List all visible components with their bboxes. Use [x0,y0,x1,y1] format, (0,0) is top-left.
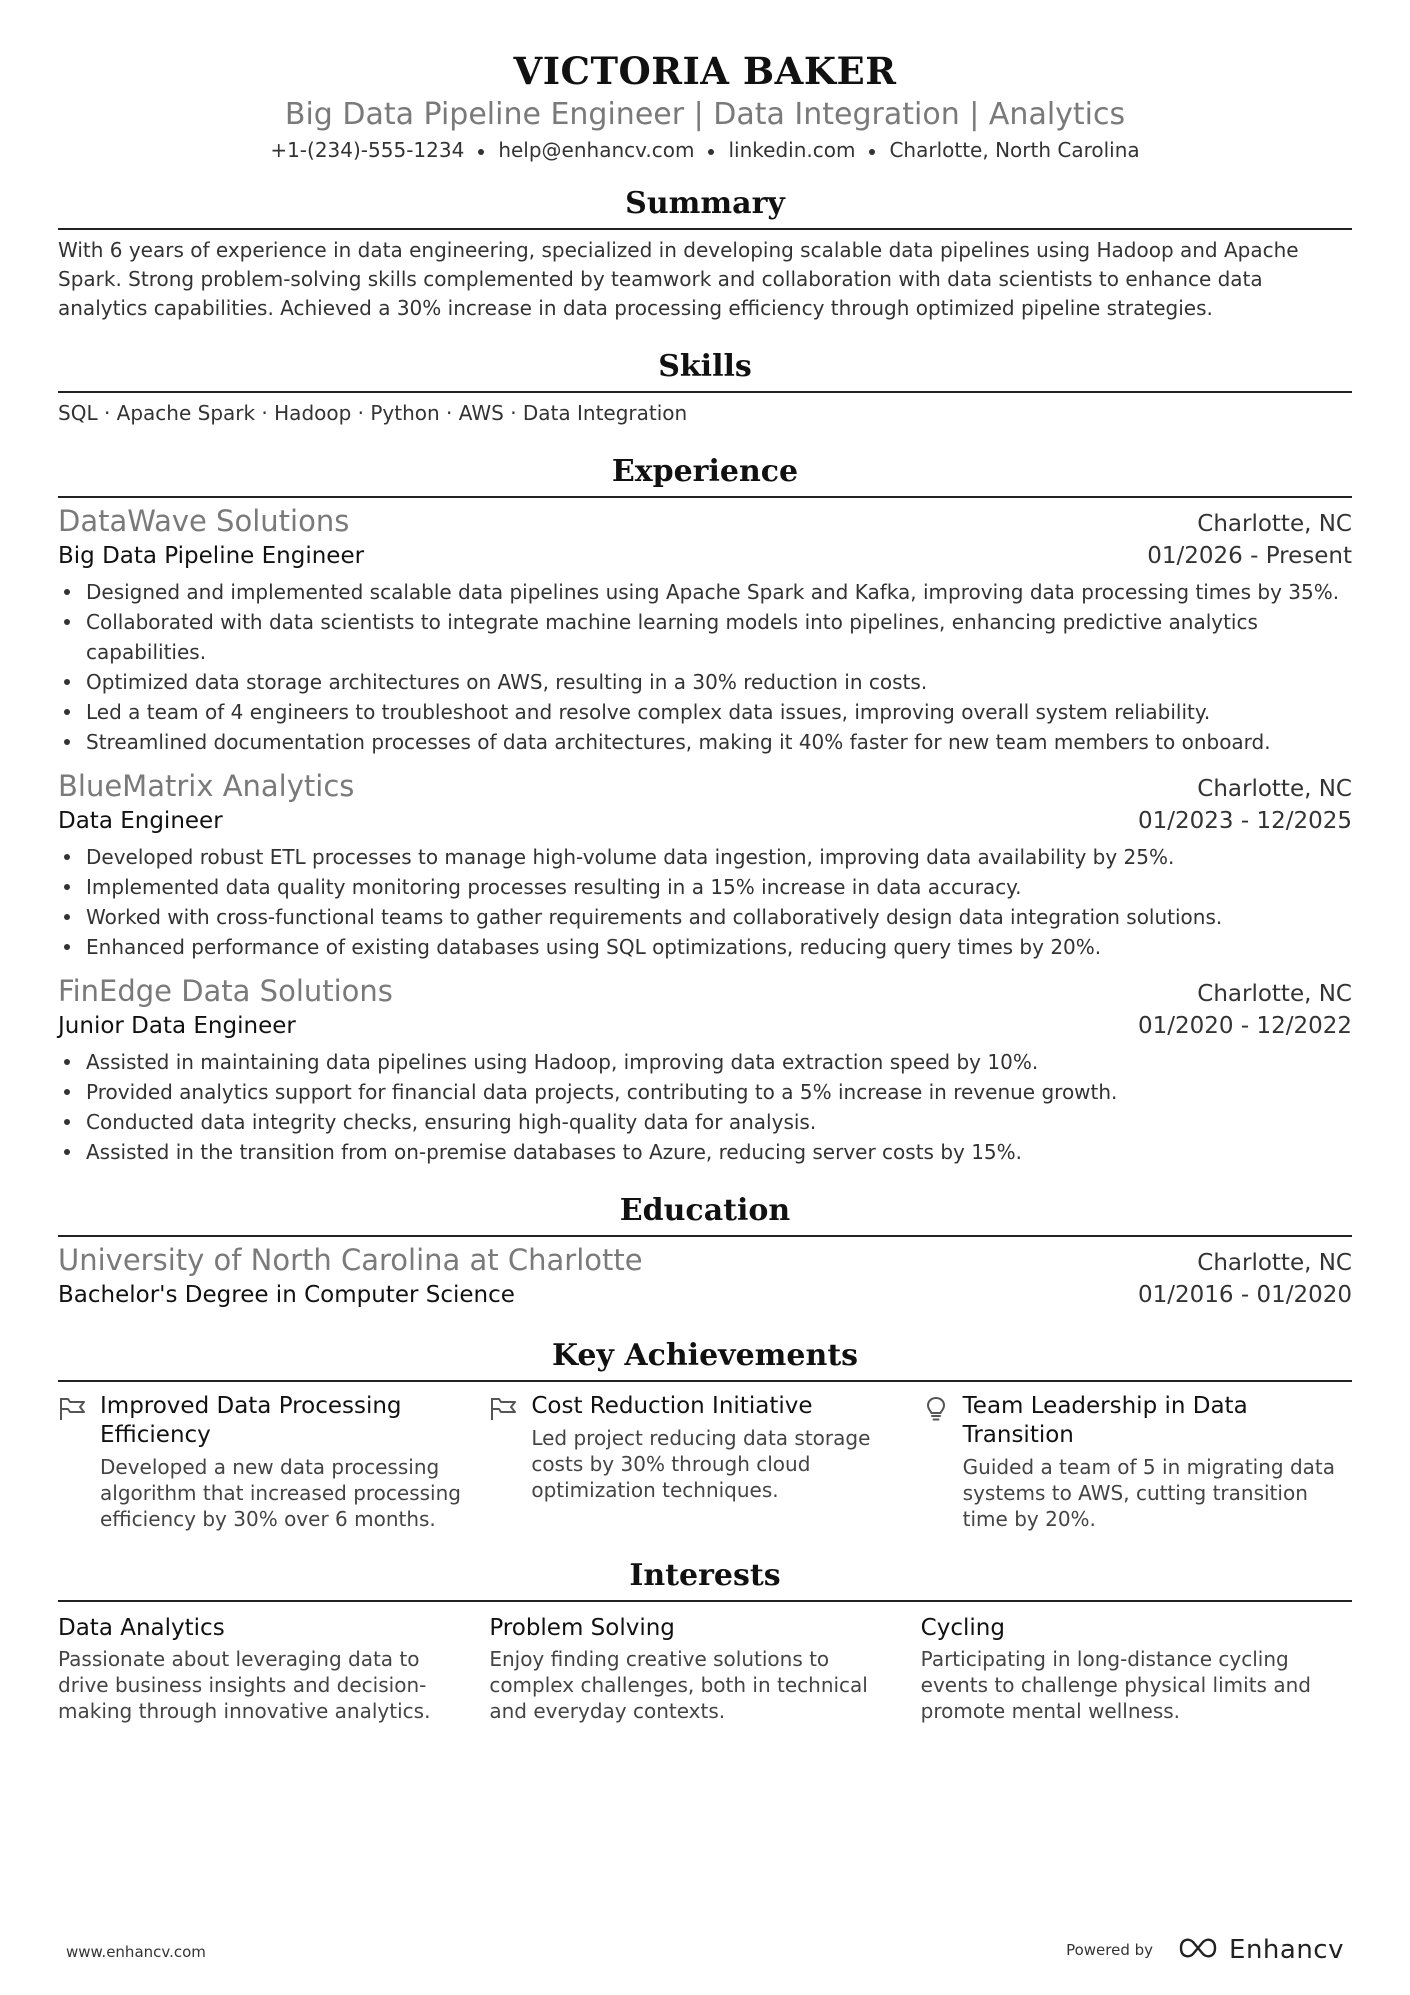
summary-text: With 6 years of experience in data engineering, specialized in developing scalable data pipelines using Hadoop and Apache Spark. Strong problem-solving skills complemented by teamwork and collaboration with data scientists to enhance data analytics capabilities. Achieved a 30% increase in data processing efficiency through optimized pipeline strategies. [58,238,1299,320]
footer-website[interactable]: www.enhancv.com [66,1943,206,1961]
phone[interactable]: +1-(234)-555-1234 [270,138,465,162]
job-company: BlueMatrix Analytics [58,769,355,803]
list-item: Conducted data integrity checks, ensuring high-quality data for analysis. [58,1107,1352,1137]
list-item: Implemented data quality monitoring processes resulting in a 15% increase in data accuracy. [58,872,1352,902]
list-item: Provided analytics support for financial data projects, contributing to a 5% increase in revenue growth. [58,1077,1352,1107]
list-item: Developed robust ETL processes to manage high-volume data ingestion, improving data availability by 25%. [58,842,1352,872]
list-item: Assisted in maintaining data pipelines using Hadoop, improving data extraction speed by 10%. [58,1047,1352,1077]
section-title-skills: Skills [58,347,1352,393]
achievement-desc: Led project reducing data storage costs by 30% through cloud optimization techniques. [531,1426,871,1502]
section-title-experience: Experience [58,452,1352,498]
job-dates: 01/2023 - 12/2025 [1137,808,1352,834]
bullet-separator [478,149,484,155]
job-entry [58,972,1352,1167]
job-bullets [58,1047,1352,1167]
interest-item [58,1612,489,1724]
list-item: Streamlined documentation processes of data architectures, making it 40% faster for new team members to onboard. [58,727,1352,757]
experience-section [58,452,1352,1167]
list-item: Designed and implemented scalable data pipelines using Apache Spark and Kafka, improving data processing times by 35%. [58,577,1352,607]
achievement-item [58,1392,489,1532]
achievement-item [489,1392,920,1532]
bullet-separator [708,149,714,155]
job-location: Charlotte, NC [1197,981,1352,1007]
section-title-education: Education [58,1191,1352,1237]
bullet-separator [869,149,875,155]
interest-item [489,1612,920,1724]
job-bullets [58,577,1352,757]
education-dates: 01/2016 - 01/2020 [1137,1282,1352,1308]
list-item: Optimized data storage architectures on AWS, resulting in a 30% reduction in costs. [58,667,1352,697]
achievement-title: Cost Reduction Initiative [531,1393,813,1419]
footer-brand [1066,1935,1344,1965]
job-entry [58,767,1352,962]
achievement-title: Improved Data Processing Efficiency [100,1393,402,1448]
contact-line [58,136,1352,164]
brand-name: Enhancv [1229,1935,1344,1965]
summary-section [58,184,1352,323]
job-role: Junior Data Engineer [58,1013,296,1039]
list-item: Assisted in the transition from on-premise databases to Azure, reducing server costs by 15%. [58,1137,1352,1167]
list-item: Collaborated with data scientists to integrate machine learning models into pipelines, enhancing predictive analytics capabilities. [58,607,1352,667]
job-dates: 01/2020 - 12/2022 [1137,1013,1352,1039]
interests-section [58,1556,1352,1724]
job-company: FinEdge Data Solutions [58,974,393,1008]
interest-desc: Enjoy finding creative solutions to complex challenges, both in technical and everyday contexts. [489,1647,868,1723]
linkedin-link[interactable]: linkedin.com [728,138,856,162]
degree: Bachelor's Degree in Computer Science [58,1282,515,1308]
education-section [58,1191,1352,1312]
job-role: Data Engineer [58,808,223,834]
achievement-desc: Guided a team of 5 in migrating data systems to AWS, cutting transition time by 20%. [962,1455,1335,1531]
flag-icon [489,1392,531,1532]
school-name: University of North Carolina at Charlotte [58,1243,643,1277]
headline: Big Data Pipeline Engineer | Data Integration | Analytics [284,97,1126,132]
resume-header [58,0,1352,164]
section-title-summary: Summary [58,184,1352,230]
interest-item [921,1612,1352,1724]
interest-desc: Passionate about leveraging data to drive business insights and decision-making through innovative analytics. [58,1647,431,1723]
job-company: DataWave Solutions [58,504,350,538]
email[interactable]: help@enhancv.com [498,138,695,162]
flag-icon [58,1392,100,1532]
achievements-section [58,1336,1352,1532]
section-title-achievements: Key Achievements [58,1336,1352,1382]
school-location: Charlotte, NC [1197,1250,1352,1276]
skills-section [58,347,1352,428]
interest-title: Cycling [920,1615,1005,1641]
achievement-title: Team Leadership in Data Transition [962,1393,1248,1448]
achievement-desc: Developed a new data processing algorithm that increased processing efficiency by 30% over 6 months. [100,1455,461,1531]
powered-by-label: Powered by [1066,1941,1154,1959]
enhancv-logo-icon [1177,1936,1221,1964]
location: Charlotte, North Carolina [889,138,1140,162]
job-dates: 01/2026 - Present [1147,543,1352,569]
interest-title: Problem Solving [489,1615,675,1641]
interest-title: Data Analytics [58,1615,225,1641]
job-location: Charlotte, NC [1197,776,1352,802]
interest-desc: Participating in long-distance cycling events to challenge physical limits and promote mental wellness. [920,1647,1311,1723]
achievement-item [921,1392,1352,1532]
job-location: Charlotte, NC [1197,511,1352,537]
candidate-name: VICTORIA BAKER [513,49,897,93]
list-item: Enhanced performance of existing databases using SQL optimizations, reducing query times by 20%. [58,932,1352,962]
job-bullets [58,842,1352,962]
list-item: Led a team of 4 engineers to troubleshoot and resolve complex data issues, improving overall system reliability. [58,697,1352,727]
list-item: Worked with cross-functional teams to gather requirements and collaboratively design data integration solutions. [58,902,1352,932]
section-title-interests: Interests [58,1556,1352,1602]
skills-list: SQL · Apache Spark · Hadoop · Python · AWS · Data Integration [58,401,688,425]
education-entry [58,1241,1352,1312]
job-role: Big Data Pipeline Engineer [58,543,365,569]
job-entry [58,502,1352,757]
lightbulb-icon [921,1392,963,1532]
